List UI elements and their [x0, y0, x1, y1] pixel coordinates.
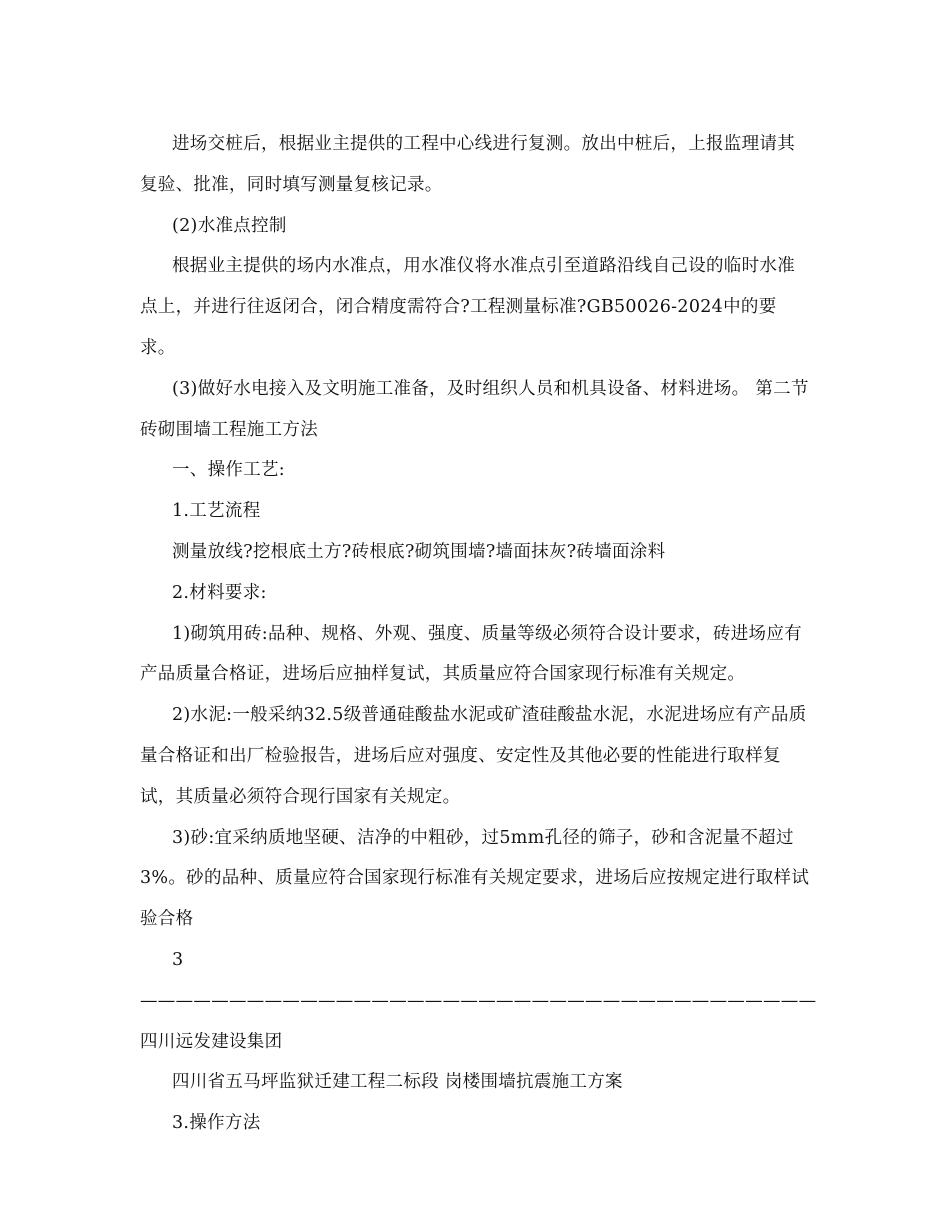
heading-operation-method: 3.操作方法	[172, 1113, 261, 1134]
page-header-project-title: 四川省五马坪监狱迁建工程二标段 岗楼围墙抗震施工方案	[172, 1072, 623, 1093]
paragraph-sand-requirements: 3)砂:宜采纳质地坚硬、洁净的中粗砂，过5mm孔径的筛子，砂和含泥量不超过3%。砂的品种、质量应符合国家现行标准有关规定要求，进场后应按规定进行取样试验合格	[140, 827, 810, 930]
paragraph-benchmark-control-heading: (2)水准点控制	[172, 215, 287, 236]
paragraph-process-flow: 测量放线?挖根底土方?砖根底?砌筑围墙?墙面抹灰?砖墙面涂料	[172, 541, 666, 562]
heading-material-requirements: 2.材料要求:	[172, 582, 267, 603]
paragraph-survey-recheck: 进场交桩后，根据业主提供的工程中心线进行复测。放出中桩后，上报监理请其复验、批准，同时填写测量复核记录。	[140, 134, 795, 195]
document-body	[140, 124, 817, 1144]
paragraph-benchmark-control: 根据业主提供的场内水准点，用水准仪将水准点引至道路沿线自己设的临时水准点上，并进行往返闭合，闭合精度需符合?工程测量标准?GB50026-2024中的要求。	[140, 256, 795, 358]
paragraph-cement-requirements: 2)水泥:一般采纳32.5级普通硅酸盐水泥或矿渣硅酸盐水泥，水泥进场应有产品质量合格证和出厂检验报告，进场后应对强度、安定性及其他必要的性能进行取样复试，其质量必须符合现行国家有关规定。	[140, 705, 807, 807]
page-footer-company: 3 ——————————————————————————————————————四川远发建设集团	[140, 949, 817, 1052]
paragraph-brick-requirements: 1)砌筑用砖:品种、规格、外观、强度、质量等级必须符合设计要求，砖进场应有产品质量合格证，进场后应抽样复试，其质量应符合国家现行标准有关规定。	[140, 623, 802, 685]
heading-process-flow: 1.工艺流程	[172, 501, 261, 522]
heading-operation-process: 一、操作工艺:	[172, 460, 285, 481]
paragraph-preparation-and-section-title: (3)做好水电接入及文明施工准备，及时组织人员和机具设备、材料进场。 第二节 砖砌围墙工程施工方法	[140, 378, 815, 440]
